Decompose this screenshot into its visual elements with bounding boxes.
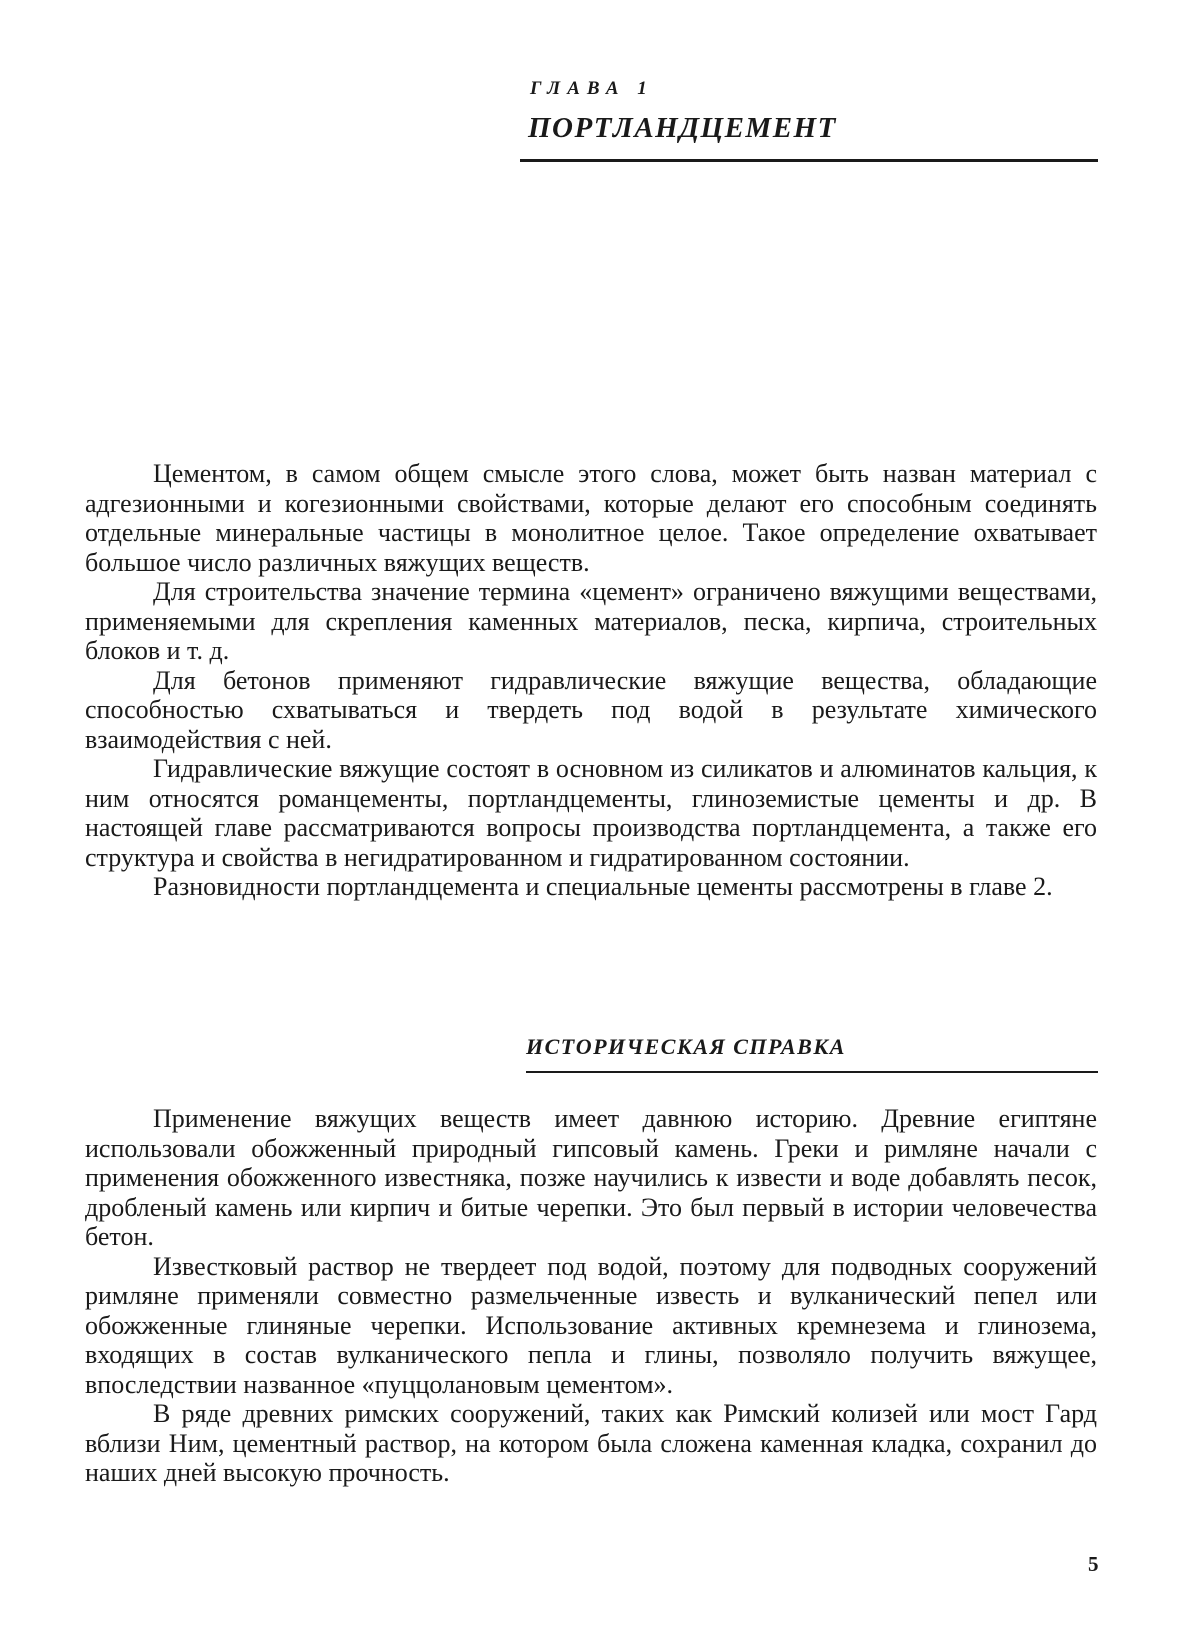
page-number: 5	[1088, 1552, 1099, 1576]
section-heading-underline	[526, 1071, 1098, 1073]
paragraph: Известковый раствор не твердеет под водой, поэтому для подводных сооружений римляне применяли совместно размельченные известь и вулканический пепел или обожженные глиняные черепки. Использование активных кремнезема и глинозема, входящих в состав вулканического пепла и глины, позволяло получить вяжущее, впоследствии названное «пуццолановым цементом».	[85, 1251, 1097, 1399]
paragraph: Разновидности портландцемента и специальные цементы рассмотрены в главе 2.	[153, 872, 1053, 901]
paragraph: В ряде древних римских сооружений, таких как Римский колизей или мост Гард вблизи Ним, цементный раствор, на котором была сложена каменная кладка, сохранил до наших дней высокую прочность.	[85, 1399, 1097, 1487]
history-section	[85, 1104, 1097, 1488]
paragraph: Цементом, в самом общем смысле этого слова, может быть назван материал с адгезионными и когезионными свойствами, которые делают его способным соединять отдельные минеральные частицы в монолитное целое. Такое определение охватывает большое число различных вяжущих веществ.	[85, 459, 1097, 577]
chapter-label: ГЛАВА 1	[530, 78, 654, 99]
chapter-title: ПОРТЛАНДЦЕМЕНТ	[528, 112, 837, 144]
paragraph: Для строительства значение термина «цемент» ограничено вяжущими веществами, применяемыми для скрепления каменных материалов, песка, кирпича, строительных блоков и т. д.	[85, 577, 1097, 665]
section-heading: ИСТОРИЧЕСКАЯ СПРАВКА	[526, 1034, 846, 1059]
paragraph: Для бетонов применяют гидравлические вяжущие вещества, обладающие способностью схватываться и твердеть под водой в результате химического взаимодействия с ней.	[85, 665, 1097, 754]
paragraph: Гидравлические вяжущие состоят в основном из силикатов и алюминатов кальция, к ним относятся романцементы, портландцементы, глиноземистые цементы и др. В настоящей главе рассматриваются вопросы производства портландцемента, а также его структура и свойства в негидратированном и гидратированном состоянии.	[85, 754, 1097, 872]
paragraph: Применение вяжущих веществ имеет давнюю историю. Древние египтяне использовали обожженный природный гипсовый камень. Греки и римляне начали с применения обожженного известняка, позже научились к извести и воде добавлять песок, дробленый камень или кирпич и битые черепки. Это был первый в истории человечества бетон.	[85, 1104, 1097, 1251]
intro-section	[85, 459, 1097, 902]
title-underline	[520, 159, 1098, 162]
